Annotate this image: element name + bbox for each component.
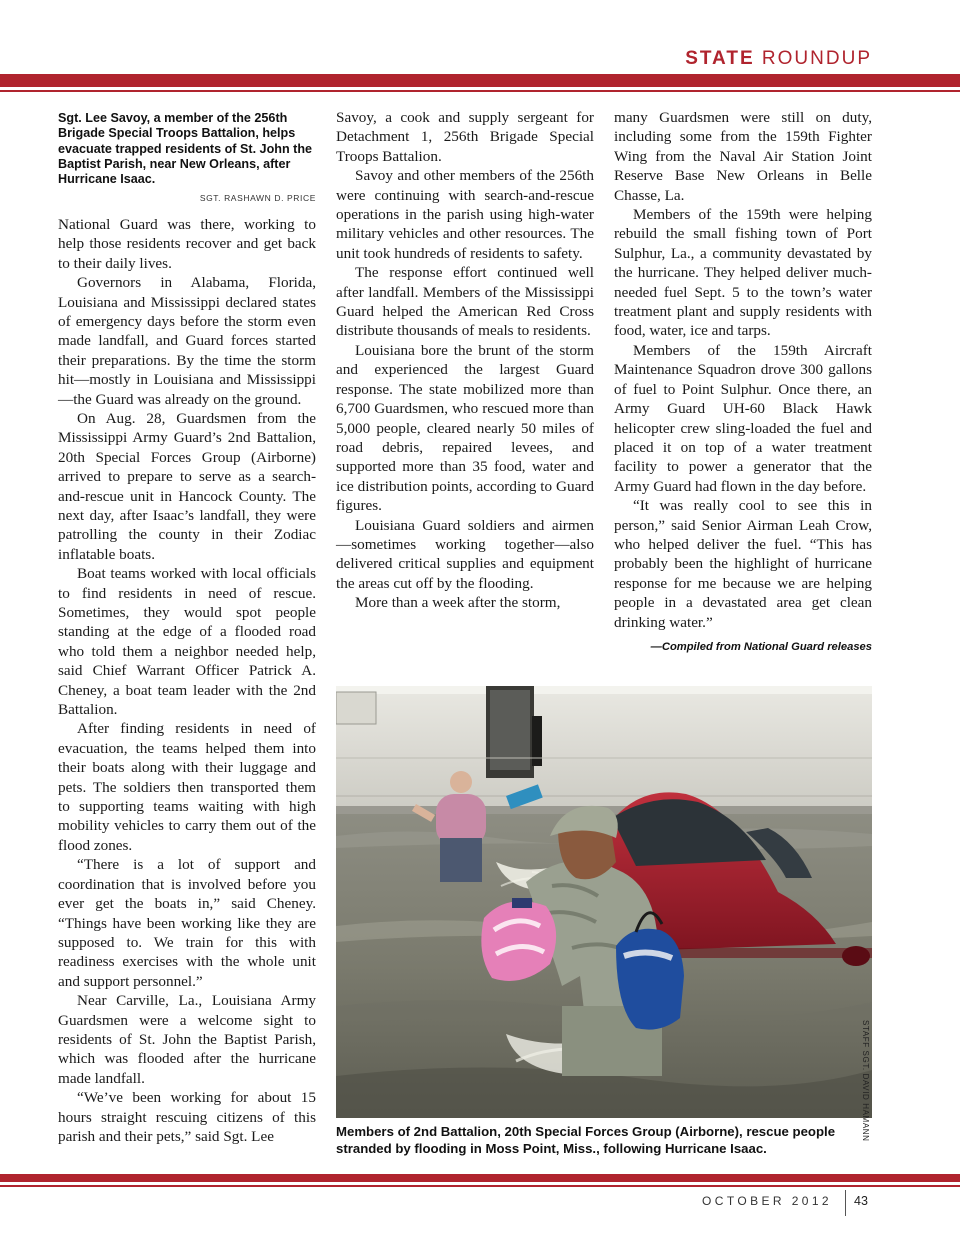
issue-date: OCTOBER 2012 — [702, 1194, 832, 1208]
footer-divider — [845, 1190, 846, 1216]
header-rule-thin — [0, 90, 960, 92]
footer-rule-thin — [0, 1185, 960, 1187]
header-rule — [0, 74, 960, 87]
paragraph: Louisiana bore the brunt of the storm and experienced the largest Guard response. The state mobilized more than 6,700 Guardsmen, who rescued more than 5,000 people, cleared nearly 50 miles of road debris, repaired levees, and supported more than 35 food, water and ice distribution points, according to Guard figures. — [336, 341, 594, 515]
flood-rescue-photo — [336, 686, 872, 1118]
footer-rule — [0, 1174, 960, 1182]
paragraph: Near Carville, La., Louisiana Army Guardsmen were a welcome sight to residents of St. John the Baptist Parish, which was flooded after the hurricane made landfall. — [58, 992, 316, 1087]
paragraph: “There is a lot of support and coordination that is involved before you ever get the boats in,” said Cheney. “Things have been working like they are supposed to. We train for this with readiness exercises with the whole unit and support personnel.” — [58, 856, 316, 990]
article-column-2 — [336, 108, 594, 613]
compiled-credit: —Compiled from National Guard releases — [650, 640, 872, 653]
section-header — [685, 48, 872, 70]
paragraph: Louisiana Guard soldiers and airmen—sometimes working together—also delivered critical supplies and equipment the areas cut off by the flooding. — [336, 516, 594, 592]
paragraph: National Guard was there, working to help those residents recover and get back to their daily lives. — [58, 215, 316, 272]
top-photo-caption: Sgt. Lee Savoy, a member of the 256th Brigade Special Troops Battalion, helps evacuate trapped residents of St. John the Baptist Parish, near New Orleans, after Hurricane Isaac. — [58, 111, 313, 187]
paragraph: Governors in Alabama, Florida, Louisiana and Mississippi declared states of emergency days before the storm even made landfall, and Guard forces started their preparations. By the time the storm hit—mostly in Louisiana and Mississippi—the Guard was already on the ground. — [58, 274, 316, 408]
paragraph: Boat teams worked with local officials to find residents in need of rescue. Sometimes, they would spot people standing at the edge of a flooded road who told them a neighbor needed help, said Chief Warrant Officer Patrick A. Cheney, a boat team leader with the 2nd Battalion. — [58, 565, 316, 719]
paragraph: Members of the 159th were helping rebuild the small fishing town of Port Sulphur, La., a community devastated by the hurricane. They helped deliver much-needed fuel Sept. 5 to the town’s water treatment plant and supply residents with food, water, ice and tarps. — [614, 206, 872, 340]
paragraph: On Aug. 28, Guardsmen from the Mississippi Army Guard’s 2nd Battalion, 20th Special Forces Group (Airborne) arrived to prepare to serve as a search-and-rescue unit in Hancock County. The next day, after Isaac’s landfall, they were patrolling the county in their Zodiac inflatable boats. — [58, 409, 316, 563]
section-header-rest: ROUNDUP — [754, 48, 872, 69]
article-column-3 — [614, 108, 872, 657]
photo-caption: Members of 2nd Battalion, 20th Special Forces Group (Airborne), rescue people stranded by flooding in Moss Point, Miss., following Hurricane Isaac. — [336, 1124, 836, 1156]
article-column-1 — [58, 108, 316, 1146]
paragraph: many Guardsmen were still on duty, including some from the 159th Fighter Wing from the Naval Air Station Joint Reserve Base New Orleans in Belle Chasse, La. — [614, 109, 872, 204]
paragraph: Savoy and other members of the 256th were continuing with search-and-rescue operations in the parish using high-water military vehicles and other resources. The unit took hundreds of residents to safety. — [336, 167, 594, 262]
paragraph: The response effort continued well after landfall. Members of the Mississippi Guard helped the American Red Cross distribute thousands of meals to residents. — [336, 264, 594, 340]
page-number: 43 — [854, 1194, 868, 1208]
section-header-bold: STATE — [685, 48, 755, 69]
paragraph: More than a week after the storm, — [355, 594, 561, 612]
top-photo-credit: SGT. RASHAWN D. PRICE — [199, 193, 316, 204]
paragraph: “We’ve been working for about 15 hours straight rescuing citizens of this parish and their pets,” said Sgt. Lee — [58, 1089, 316, 1145]
paragraph: Members of the 159th Aircraft Maintenance Squadron drove 300 gallons of fuel to Point Sulphur. Once there, an Army Guard UH-60 Black Hawk helicopter crew sling-loaded the fuel and placed it on top of a water treatment facility to power a generator that the Army Guard had flown in the day before. — [614, 341, 872, 495]
paragraph: After finding residents in need of evacuation, the teams helped them into their boats along with their luggage and pets. The soldiers then transported them to supporting teams waiting with high mobility vehicles to carry them out of the flood zones. — [58, 720, 316, 854]
paragraph: “It was really cool to see this in person,” said Senior Airman Leah Crow, who helped deliver the fuel. “This has probably been the highlight of hurricane response for me because we are helping people in a devastated area get clean drinking water.” — [614, 497, 872, 631]
paragraph: Savoy, a cook and supply sergeant for Detachment 1, 256th Brigade Special Troops Battalion. — [336, 109, 594, 165]
photo-credit: STAFF SGT. DAVID HAMANN — [861, 1020, 870, 1142]
